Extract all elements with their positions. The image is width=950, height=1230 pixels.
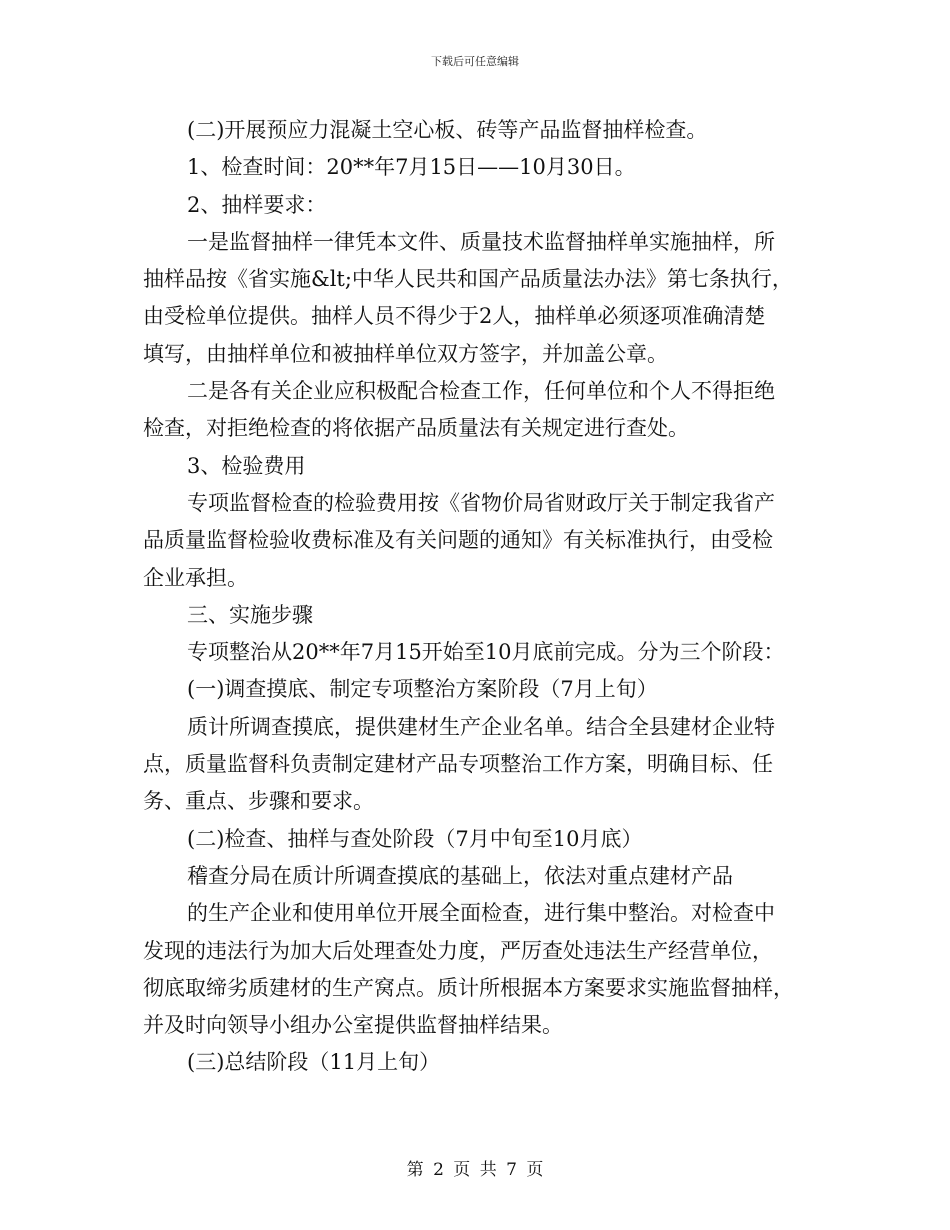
- document-body: [143, 112, 807, 1082]
- paragraph-line: 抽样品按《省实施&lt;中华人民共和国产品质量法办法》第七条执行，: [143, 267, 793, 292]
- section-heading: 三、实施步骤: [187, 602, 313, 627]
- paragraph-line: 检查，对拒绝检查的将依据产品质量法有关规定进行查处。: [143, 416, 689, 441]
- paragraph-line: 企业承担。: [143, 565, 248, 590]
- paragraph-line: 2、抽样要求：: [187, 192, 327, 217]
- paragraph-line: 填写，由抽样单位和被抽样单位双方签字，并加盖公章。: [143, 341, 668, 366]
- paragraph-line: 3、检验费用: [187, 453, 306, 478]
- section-heading: (三)总结阶段（11月上旬）: [187, 1050, 441, 1075]
- section-heading: (二)开展预应力混凝土空心板、砖等产品监督抽样检查。: [187, 118, 708, 142]
- section-heading: (一)调查摸底、制定专项整治方案阶段（7月上旬）: [187, 677, 658, 702]
- paragraph-line: 点，质量监督科负责制定建材产品专项整治工作方案，明确目标、任: [143, 752, 773, 777]
- page-number: 第 2 页 共 7 页: [406, 1160, 544, 1180]
- paragraph-line: 品质量监督检验收费标准及有关问题的通知》有关标准执行，由受检: [143, 528, 773, 553]
- paragraph-line: 彻底取缔劣质建材的生产窝点。质计所根据本方案要求实施监督抽样，: [143, 975, 794, 1000]
- paragraph-line: 1、检查时间：20**年7月15日——10月30日。: [187, 155, 636, 180]
- paragraph-line: 专项整治从20**年7月15开始至10月底前完成。分为三个阶段：: [187, 640, 785, 665]
- paragraph-line: 专项监督检查的检验费用按《省物价局省财政厅关于制定我省产: [187, 490, 775, 515]
- paragraph-line: 一是监督抽样一律凭本文件、质量技术监督抽样单实施抽样，所: [187, 229, 775, 254]
- paragraph-line: 二是各有关企业应积极配合检查工作，任何单位和个人不得拒绝: [187, 379, 775, 404]
- paragraph-line: 并及时向领导小组办公室提供监督抽样结果。: [143, 1013, 563, 1038]
- paragraph-line: 务、重点、步骤和要求。: [143, 789, 374, 814]
- paragraph-line: 质计所调查摸底，提供建材生产企业名单。结合全县建材企业特: [187, 714, 775, 739]
- paragraph-line: 由受检单位提供。抽样人员不得少于2人，抽样单必须逐项准确清楚: [143, 304, 766, 329]
- paragraph-line: 发现的违法行为加大后处理查处力度，严厉查处违法生产经营单位，: [143, 938, 773, 963]
- paragraph-line: 的生产企业和使用单位开展全面检查，进行集中整治。对检查中: [187, 901, 775, 926]
- page-header: 下载后可任意编辑: [431, 55, 519, 68]
- section-heading: (二)检查、抽样与查处阶段（7月中旬至10月底）: [187, 826, 643, 851]
- paragraph-line: 稽查分局在质计所调查摸底的基础上，依法对重点建材产品: [187, 863, 733, 888]
